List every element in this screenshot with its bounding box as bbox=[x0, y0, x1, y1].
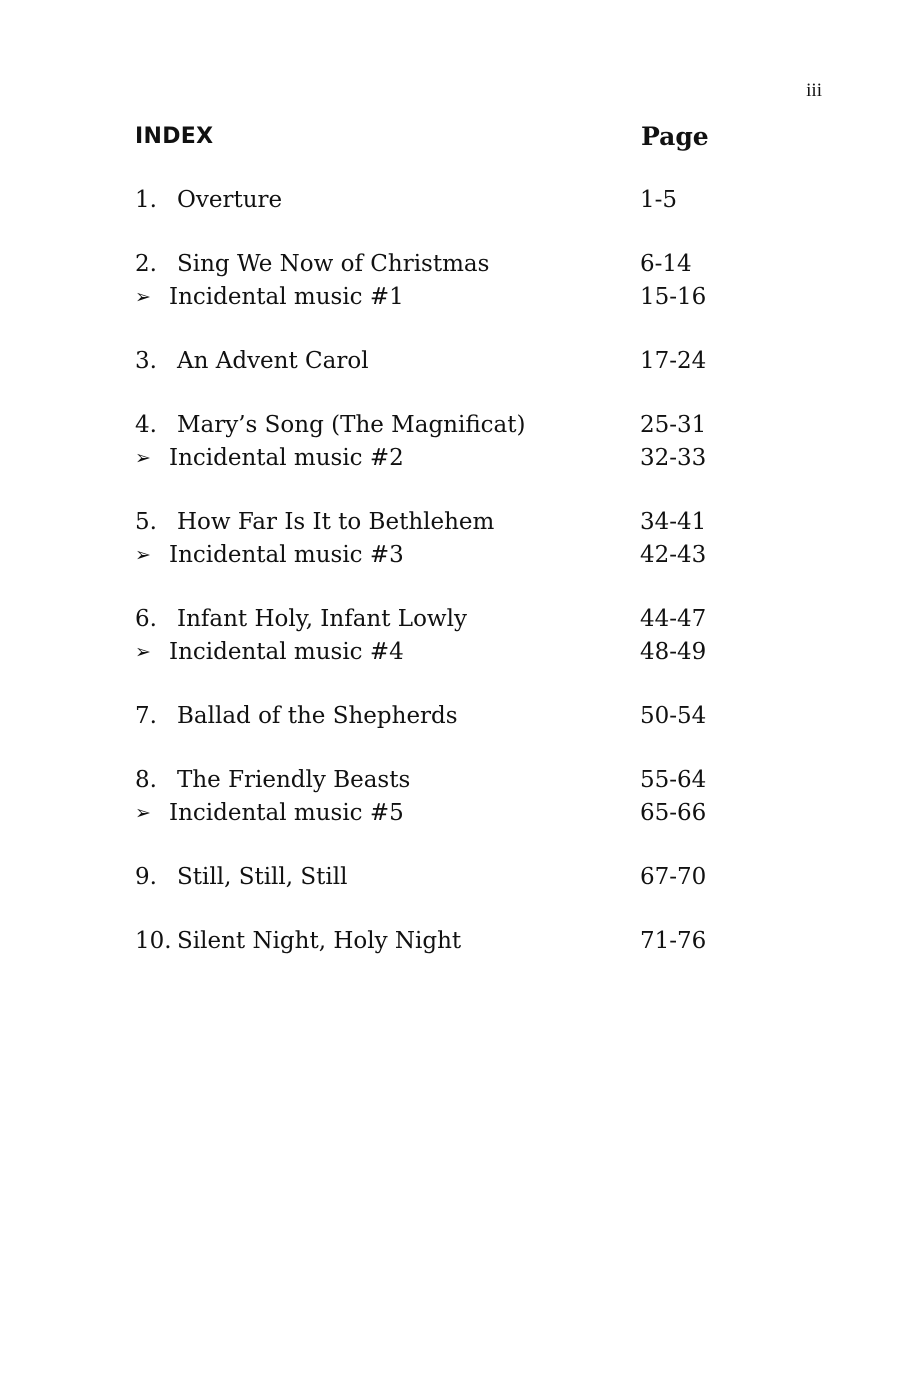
entry-title: Infant Holy, Infant Lowly bbox=[177, 606, 467, 632]
index-entry bbox=[135, 700, 775, 733]
index-entries bbox=[135, 184, 775, 989]
page-number: iii bbox=[806, 80, 822, 101]
arrow-bullet-icon: ➢ bbox=[135, 641, 151, 663]
index-subentry bbox=[135, 797, 775, 830]
index-group bbox=[135, 248, 775, 314]
index-group bbox=[135, 861, 775, 894]
index-entry bbox=[135, 764, 775, 797]
subentry-pages: 65-66 bbox=[640, 800, 707, 826]
entry-number: 1. bbox=[135, 187, 157, 213]
index-entry bbox=[135, 506, 775, 539]
index-group bbox=[135, 764, 775, 830]
index-group bbox=[135, 409, 775, 475]
index-entry bbox=[135, 409, 775, 442]
index-header bbox=[135, 122, 775, 156]
entry-number: 7. bbox=[135, 703, 157, 729]
entry-title: Ballad of the Shepherds bbox=[177, 703, 458, 729]
entry-title: Overture bbox=[177, 187, 283, 213]
entry-pages: 17-24 bbox=[640, 348, 707, 374]
entry-number: 6. bbox=[135, 606, 157, 632]
entry-pages: 44-47 bbox=[640, 606, 707, 632]
arrow-bullet-icon: ➢ bbox=[135, 544, 151, 566]
entry-pages: 71-76 bbox=[640, 928, 707, 954]
subentry-pages: 32-33 bbox=[640, 445, 707, 471]
entry-title: Still, Still, Still bbox=[177, 864, 348, 890]
subentry-title: Incidental music #3 bbox=[169, 542, 404, 568]
entry-number: 5. bbox=[135, 509, 157, 535]
index-group bbox=[135, 345, 775, 378]
index-subentry bbox=[135, 539, 775, 572]
entry-title: Sing We Now of Christmas bbox=[177, 251, 490, 277]
index-entry bbox=[135, 345, 775, 378]
index-title: INDEX bbox=[135, 124, 214, 149]
entry-pages: 50-54 bbox=[640, 703, 707, 729]
entry-pages: 1-5 bbox=[640, 187, 678, 213]
index-subentry bbox=[135, 636, 775, 669]
subentry-title: Incidental music #2 bbox=[169, 445, 404, 471]
subentry-pages: 48-49 bbox=[640, 639, 707, 665]
index-group bbox=[135, 925, 775, 958]
subentry-pages: 42-43 bbox=[640, 542, 707, 568]
entry-number: 9. bbox=[135, 864, 157, 890]
page-column-title: Page bbox=[641, 122, 709, 151]
entry-title: An Advent Carol bbox=[177, 348, 369, 374]
entry-pages: 55-64 bbox=[640, 767, 707, 793]
arrow-bullet-icon: ➢ bbox=[135, 447, 151, 469]
entry-title: Silent Night, Holy Night bbox=[177, 928, 462, 954]
arrow-bullet-icon: ➢ bbox=[135, 802, 151, 824]
index-subentry bbox=[135, 442, 775, 475]
entry-number: 4. bbox=[135, 412, 157, 438]
entry-pages: 67-70 bbox=[640, 864, 707, 890]
entry-pages: 6-14 bbox=[640, 251, 692, 277]
index-entry bbox=[135, 248, 775, 281]
entry-number: 10. bbox=[135, 928, 172, 954]
index-group bbox=[135, 506, 775, 572]
index-subentry bbox=[135, 281, 775, 314]
entry-title: How Far Is It to Bethlehem bbox=[177, 509, 495, 535]
entry-number: 2. bbox=[135, 251, 157, 277]
index-entry bbox=[135, 184, 775, 217]
subentry-title: Incidental music #4 bbox=[169, 639, 404, 665]
index-entry bbox=[135, 603, 775, 636]
entry-pages: 34-41 bbox=[640, 509, 707, 535]
entry-number: 8. bbox=[135, 767, 157, 793]
entry-pages: 25-31 bbox=[640, 412, 707, 438]
index-group bbox=[135, 700, 775, 733]
arrow-bullet-icon: ➢ bbox=[135, 286, 151, 308]
index-entry bbox=[135, 861, 775, 894]
subentry-title: Incidental music #1 bbox=[169, 284, 404, 310]
index-group bbox=[135, 184, 775, 217]
index-group bbox=[135, 603, 775, 669]
entry-title: Mary’s Song (The Magnificat) bbox=[177, 412, 526, 438]
entry-title: The Friendly Beasts bbox=[177, 767, 411, 793]
subentry-pages: 15-16 bbox=[640, 284, 707, 310]
subentry-title: Incidental music #5 bbox=[169, 800, 404, 826]
index-entry bbox=[135, 925, 775, 958]
entry-number: 3. bbox=[135, 348, 157, 374]
